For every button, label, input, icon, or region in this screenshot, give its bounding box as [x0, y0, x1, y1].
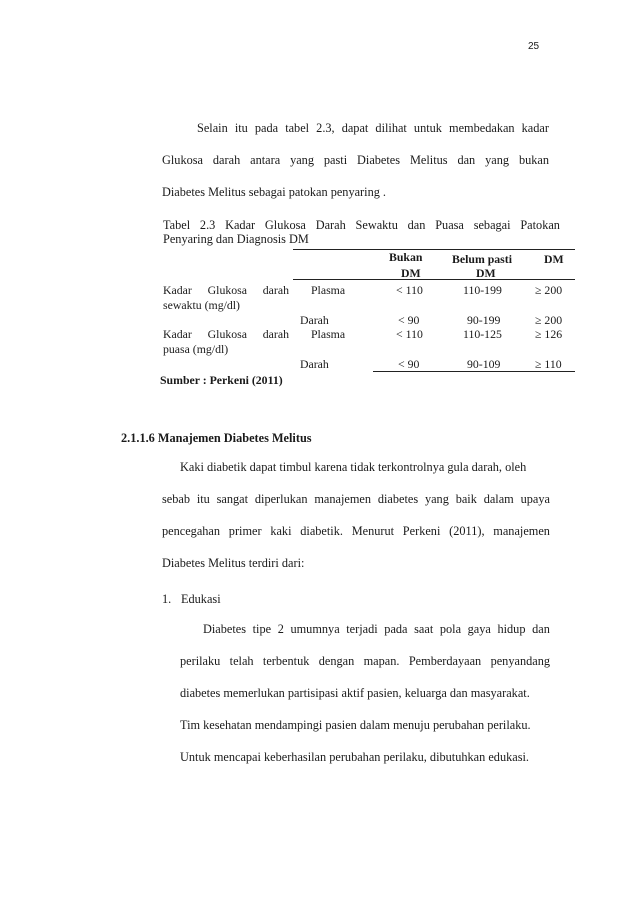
- list-item-line-3: diabetes memerlukan partisipasi aktif pasien, keluarga dan masyarakat.: [180, 686, 530, 700]
- word: sebagai: [473, 218, 511, 232]
- word: diabetik.: [300, 524, 343, 538]
- word: Patokan: [520, 218, 560, 232]
- row-sewaktu-plasma-belum: 110-199: [463, 283, 502, 297]
- word: Glukosa: [264, 218, 306, 232]
- word: darah: [212, 153, 241, 167]
- row-puasa-darah-belum: 90-109: [467, 357, 501, 371]
- word: Menurut: [351, 524, 395, 538]
- section-p1-line-1: Kaki diabetik dapat timbul karena tidak terkontrolnya gula darah, oleh: [180, 460, 527, 474]
- word: dan: [407, 218, 426, 232]
- word: perilaku: [180, 654, 221, 668]
- row-sewaktu-label-line2: sewaktu (mg/dl): [163, 298, 240, 312]
- word: kaki: [270, 524, 292, 538]
- header-bukan-dm-line2: DM: [401, 266, 421, 280]
- word: dan: [457, 153, 476, 167]
- word: Tabel: [163, 218, 191, 232]
- word: sangat: [216, 492, 249, 506]
- word: telah: [229, 654, 254, 668]
- word: dan: [532, 622, 550, 636]
- word: umumnya: [290, 622, 340, 636]
- row-puasa-plasma-bukan: < 110: [396, 327, 423, 341]
- row-sewaktu-darah-belum: 90-199: [467, 313, 501, 327]
- row-sewaktu-darah-dm: ≥ 200: [535, 313, 563, 327]
- word: dengan: [318, 654, 355, 668]
- list-item-line-5: Untuk mencapai keberhasilan perubahan perilaku, dibutuhkan edukasi.: [180, 750, 529, 764]
- section-heading: 2.1.1.6 Manajemen Diabetes Melitus: [121, 431, 312, 445]
- word: diperlukan: [254, 492, 308, 506]
- word: tabel: [285, 121, 310, 135]
- word: pencegahan: [162, 524, 221, 538]
- word: hidup: [497, 622, 526, 636]
- header-dm: DM: [544, 252, 564, 266]
- intro-line-1: [197, 121, 549, 136]
- word: Melitus: [409, 153, 448, 167]
- row-puasa-label-line2: puasa (mg/dl): [163, 342, 229, 356]
- header-belum-pasti-line1: Belum pasti: [452, 252, 512, 266]
- intro-line-3: Diabetes Melitus sebagai patokan penyaring .: [162, 185, 387, 199]
- word: mapan.: [363, 654, 400, 668]
- header-belum-pasti-line2: DM: [476, 266, 496, 280]
- word: itu: [234, 121, 248, 135]
- word: itu: [196, 492, 210, 506]
- word: (2011),: [449, 524, 485, 538]
- word: membedakan: [449, 121, 515, 135]
- word: pasti: [323, 153, 348, 167]
- word: Glukosa: [162, 153, 203, 167]
- word: pola: [439, 622, 462, 636]
- word: terjadi: [346, 622, 378, 636]
- list-item-number: 1.: [162, 592, 172, 606]
- word: darah: [262, 327, 289, 341]
- word: bukan: [518, 153, 549, 167]
- word: Kadar: [163, 327, 192, 341]
- section-p1-line-3: [162, 524, 550, 539]
- row-puasa-darah-sample: Darah: [300, 357, 329, 371]
- table-caption-line-2: Penyaring dan Diagnosis DM: [163, 232, 309, 246]
- word: 2: [277, 622, 284, 636]
- word: penyandang: [490, 654, 550, 668]
- word: sebab: [162, 492, 190, 506]
- word: saat: [414, 622, 434, 636]
- word: yang: [485, 153, 510, 167]
- section-p1-line-4: Diabetes Melitus terdiri dari:: [162, 556, 305, 570]
- word: 2.3,: [316, 121, 335, 135]
- list-item-title: Edukasi: [181, 592, 221, 606]
- word: Diabetes: [357, 153, 401, 167]
- row-puasa-plasma-sample: Plasma: [311, 327, 346, 341]
- row-sewaktu-plasma-sample: Plasma: [311, 283, 346, 297]
- word: primer: [228, 524, 262, 538]
- list-item-line-2: [180, 654, 550, 669]
- row-puasa-darah-dm: ≥ 110: [535, 357, 562, 371]
- word: baik: [455, 492, 477, 506]
- word: Glukosa: [207, 327, 247, 341]
- row-sewaktu-darah-sample: Darah: [300, 313, 329, 327]
- row-sewaktu-label-line1: [163, 283, 289, 298]
- row-puasa-plasma-belum: 110-125: [463, 327, 502, 341]
- word: Darah: [315, 218, 346, 232]
- word: Diabetes: [203, 622, 247, 636]
- word: darah: [262, 283, 289, 297]
- word: pada: [254, 121, 279, 135]
- word: yang: [424, 492, 449, 506]
- word: pada: [384, 622, 408, 636]
- word: Kadar: [225, 218, 256, 232]
- word: 2.3: [199, 218, 216, 232]
- row-sewaktu-plasma-dm: ≥ 200: [535, 283, 563, 297]
- word: Pemberdayaan: [408, 654, 482, 668]
- word: dalam: [483, 492, 514, 506]
- table-top-rule: [293, 249, 575, 250]
- list-item-line-1: [203, 622, 550, 637]
- row-sewaktu-darah-bukan: < 90: [398, 313, 420, 327]
- word: Perkeni: [402, 524, 441, 538]
- table-header-rule: [293, 279, 575, 280]
- word: Selain: [197, 121, 228, 135]
- word: manajemen: [493, 524, 550, 538]
- word: Puasa: [435, 218, 464, 232]
- row-puasa-darah-bukan: < 90: [398, 357, 420, 371]
- table-caption-line-1: [163, 218, 560, 233]
- intro-line-2: [162, 153, 549, 168]
- word: dilihat: [375, 121, 407, 135]
- word: Kadar: [163, 283, 192, 297]
- word: untuk: [413, 121, 442, 135]
- word: gaya: [467, 622, 491, 636]
- word: kadar: [521, 121, 549, 135]
- row-puasa-plasma-dm: ≥ 126: [535, 327, 563, 341]
- page-number: 25: [528, 41, 540, 52]
- word: upaya: [520, 492, 550, 506]
- row-sewaktu-plasma-bukan: < 110: [396, 283, 423, 297]
- word: Glukosa: [207, 283, 247, 297]
- word: antara: [250, 153, 281, 167]
- word: manajemen: [314, 492, 371, 506]
- word: terbentuk: [262, 654, 310, 668]
- word: Sewaktu: [355, 218, 398, 232]
- table-source: Sumber : Perkeni (2011): [160, 373, 283, 387]
- word: dapat: [341, 121, 369, 135]
- word: yang: [290, 153, 314, 167]
- word: diabetes: [377, 492, 419, 506]
- section-p1-line-2: [162, 492, 550, 507]
- list-item-line-4: Tim kesehatan mendampingi pasien dalam menuju perubahan perilaku.: [180, 718, 531, 732]
- row-puasa-label-line1: [163, 327, 289, 342]
- word: tipe: [252, 622, 272, 636]
- header-bukan-dm-line1: Bukan: [389, 250, 423, 264]
